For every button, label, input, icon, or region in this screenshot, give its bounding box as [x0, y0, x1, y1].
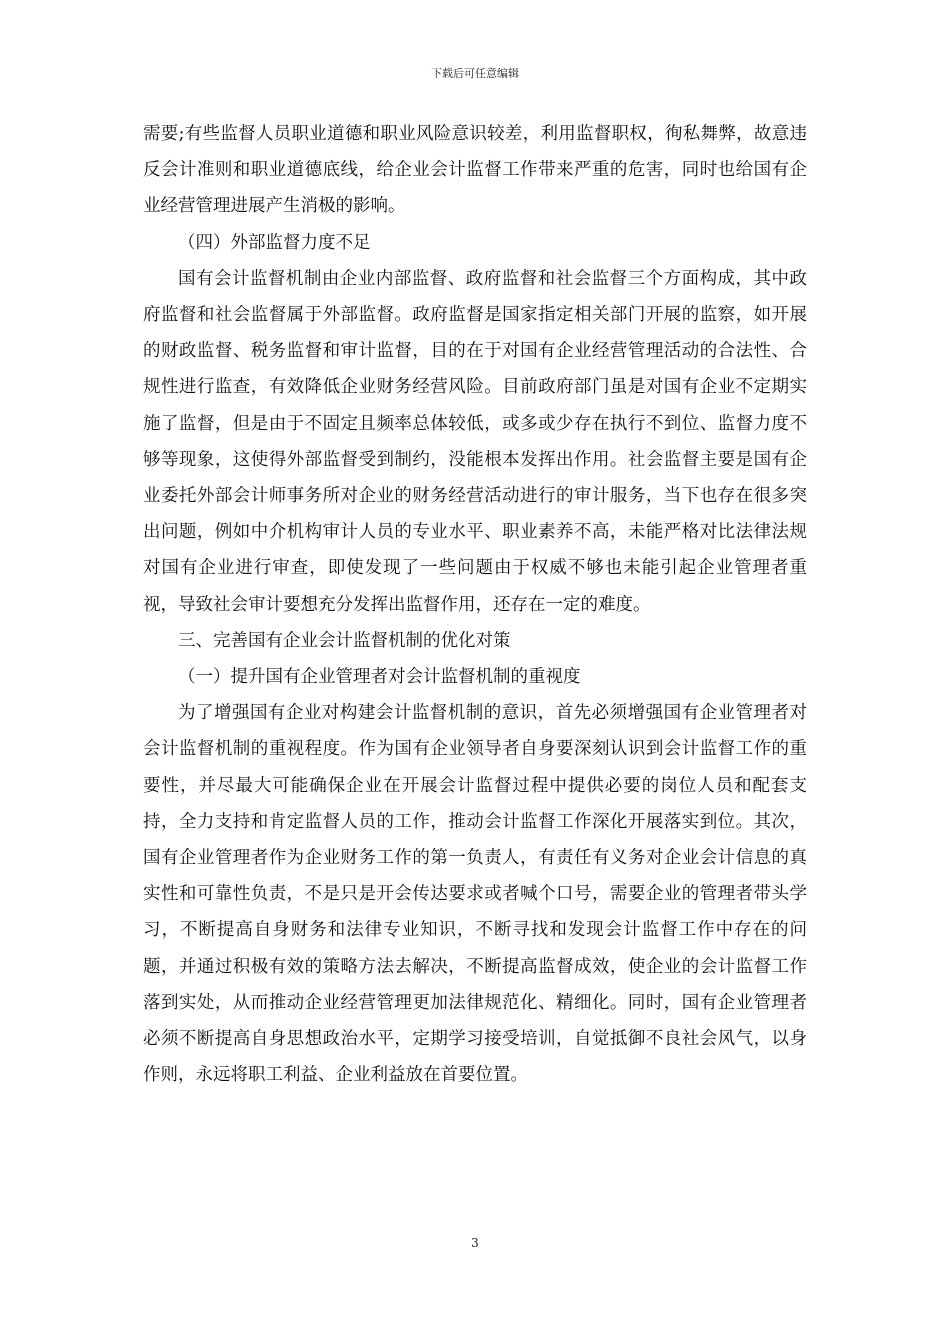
chapter-heading-optimization-measures: 三、完善国有企业会计监督机制的优化对策 [178, 630, 511, 651]
page-header: 下载后可任意编辑 [431, 67, 519, 80]
paragraph-manager-attention: 为了增强国有企业对构建会计监督机制的意识，首先必须增强国有企业管理者对会计监督机制的重视程度。作为国有企业领导者自身要深刻认识到会计监督工作的重要性，并尽最大可能确保企业在开展会计监督过程中提供必要的岗位人员和配套支持，全力支持和肯定监督人员的工作，推动会计监督工作深化开展落实到位。其次，国有企业管理者作为企业财务工作的第一负责人，有责任有义务对企业会计信息的真实性和可靠性负责，不是只是开会传达要求或者喊个口号，需要企业的管理者带头学习，不断提高自身财务和法律专业知识，不断寻找和发现会计监督工作中存在的问题，并通过积极有效的策略方法去解决，不断提高监督成效，使企业的会计监督工作落到实处，从而推动企业经营管理更加法律规范化、精细化。同时，国有企业管理者必须不断提高自身思想政治水平，定期学习接受培训，自觉抵御不良社会风气，以身作则，永远将职工利益、企业利益放在首要位置。 [143, 703, 807, 1086]
document-body [143, 116, 807, 1093]
paragraph-continuation: 需要;有些监督人员职业道德和职业风险意识较差，利用监督职权，徇私舞弊，故意违反会计准则和职业道德底线，给企业会计监督工作带来严重的危害，同时也给国有企业经营管理进展产生消极的影响。 [143, 124, 807, 217]
page-number: 3 [471, 1236, 479, 1250]
section-heading-external-supervision: （四）外部监督力度不足 [178, 232, 371, 253]
paragraph-external-supervision: 国有会计监督机制由企业内部监督、政府监督和社会监督三个方面构成，其中政府监督和社会监督属于外部监督。政府监督是国家指定相关部门开展的监察，如开展的财政监督、税务监督和审计监督，目的在于对国有企业经营管理活动的合法性、合规性进行监查，有效降低企业财务经营风险。目前政府部门虽是对国有企业不定期实施了监督，但是由于不固定且频率总体较低，或多或少存在执行不到位、监督力度不够等现象，这使得外部监督受到制约，没能根本发挥出作用。社会监督主要是国有企业委托外部会计师事务所对企业的财务经营活动进行的审计服务，当下也存在很多突出问题，例如中介机构审计人员的专业水平、职业素养不高，未能严格对比法律法规对国有企业进行审查，即使发现了一些问题由于权威不够也未能引起企业管理者重视，导致社会审计要想充分发挥出监督作用，还存在一定的难度。 [143, 268, 807, 615]
section-heading-manager-attention: （一）提升国有企业管理者对会计监督机制的重视度 [178, 667, 581, 688]
